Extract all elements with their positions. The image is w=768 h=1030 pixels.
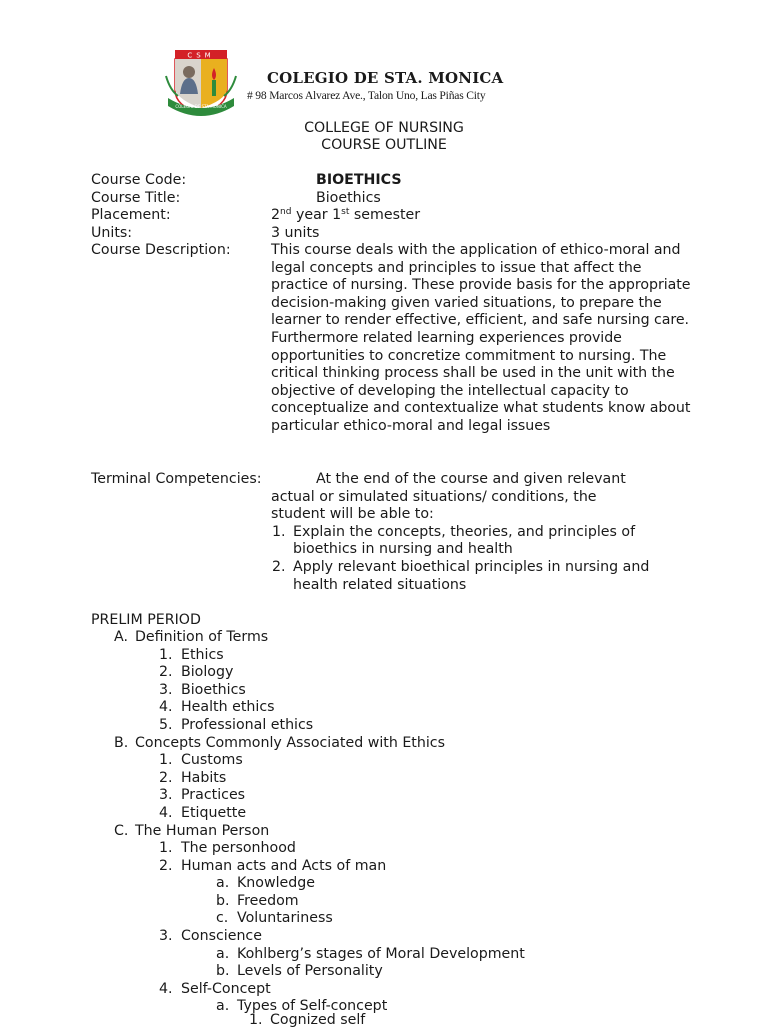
- placement-year-suffix: nd: [280, 207, 292, 217]
- school-address: # 98 Marcos Alvarez Ave., Talon Uno, Las Piñas City: [247, 89, 486, 102]
- outline-item: Conscience: [181, 928, 262, 944]
- placement-value: [271, 207, 420, 225]
- definition-of-terms-heading: Definition of Terms: [135, 629, 269, 645]
- outline-sub-letter: b.: [216, 963, 230, 979]
- outline-letter: B.: [114, 735, 129, 751]
- outline-item: Practices: [181, 787, 246, 803]
- outline-sub-letter: a.: [216, 946, 230, 962]
- outline-sub-letter: a.: [216, 998, 230, 1014]
- course-description: This course deals with the application of ethico-moral and legal concepts and principles to issue that affect the practice of nursing. These provide basis for the appropriate decision-making given varied situations, to prepare the learner to render effective, efficient, and safe nursing care. Furthermore related learning experiences provide opportunities to concretize commitment to nursing. The critical thinking process shall be used in the unit with the objective of developing the intellectual capacity to conceptualize and contextualize what students know about particular ethico-moral and legal issues: [271, 242, 691, 434]
- outline-sub-item: Types of Self-concept: [237, 998, 388, 1014]
- terminal-competencies-label: Terminal Competencies:: [91, 471, 262, 487]
- outline-number: 4.: [159, 981, 173, 997]
- college-name: COLLEGE OF NURSING: [304, 120, 464, 136]
- outline-item: The personhood: [181, 840, 296, 856]
- competencies-intro-line1: At the end of the course and given relevant: [316, 471, 626, 487]
- outline-number: 2.: [159, 664, 173, 680]
- course-code-value: BIOETHICS: [316, 172, 402, 188]
- placement-semester-suffix: st: [341, 207, 350, 217]
- competency-item-line1: Apply relevant bioethical principles in nursing and: [293, 559, 650, 575]
- school-name: COLEGIO DE STA. MONICA: [267, 69, 504, 87]
- outline-subsub-item: Cognized self: [270, 1012, 366, 1028]
- outline-item: Customs: [181, 752, 243, 768]
- competency-number: 2.: [272, 559, 286, 575]
- outline-number: 1.: [159, 752, 173, 768]
- outline-number: 3.: [159, 928, 173, 944]
- course-description-label: Course Description:: [91, 242, 231, 258]
- outline-item: Human acts and Acts of man: [181, 858, 387, 874]
- logo-madonna-head: [183, 66, 195, 78]
- prelim-period-heading: PRELIM PERIOD: [91, 612, 201, 628]
- course-title-label: Course Title:: [91, 190, 181, 206]
- document-title: COURSE OUTLINE: [321, 137, 447, 153]
- outline-subsub-number: 1.: [249, 1012, 263, 1028]
- outline-item: Bioethics: [181, 682, 246, 698]
- outline-number: 4.: [159, 805, 173, 821]
- placement-year-number: 2: [271, 207, 281, 223]
- outline-number: 2.: [159, 858, 173, 874]
- outline-sub-item: Freedom: [237, 893, 299, 909]
- competencies-intro-line3: student will be able to:: [271, 506, 434, 522]
- outline-sub-letter: a.: [216, 875, 230, 891]
- competencies-intro-line2: actual or simulated situations/ conditions, the: [271, 489, 597, 505]
- outline-sub-letter: b.: [216, 893, 230, 909]
- outline-item: Self-Concept: [181, 981, 271, 997]
- competency-item-line1: Explain the concepts, theories, and principles of: [293, 524, 636, 540]
- units-label: Units:: [91, 225, 133, 241]
- outline-item: Habits: [181, 770, 227, 786]
- outline-number: 3.: [159, 787, 173, 803]
- course-code-label: Course Code:: [91, 172, 187, 188]
- outline-sub-item: Voluntariness: [237, 910, 333, 926]
- outline-number: 2.: [159, 770, 173, 786]
- outline-item: Etiquette: [181, 805, 247, 821]
- outline-item: Ethics: [181, 647, 224, 663]
- placement-label: Placement:: [91, 207, 171, 223]
- outline-sub-item: Kohlberg’s stages of Moral Development: [237, 946, 525, 962]
- outline-number: 4.: [159, 699, 173, 715]
- outline-letter: C.: [114, 823, 129, 839]
- placement-year-word: year 1: [295, 207, 342, 223]
- logo-ribbon-text: COLEGIO DE STA MONICA: [175, 104, 227, 109]
- outline-item: Health ethics: [181, 699, 275, 715]
- outline-sub-letter: c.: [216, 910, 229, 926]
- outline-sub-item: Levels of Personality: [237, 963, 383, 979]
- course-title-value: Bioethics: [316, 190, 381, 206]
- human-person-heading: The Human Person: [135, 823, 270, 839]
- placement-semester-word: semester: [353, 207, 421, 223]
- concepts-heading: Concepts Commonly Associated with Ethics: [135, 735, 445, 751]
- outline-item: Biology: [181, 664, 234, 680]
- outline-number: 1.: [159, 840, 173, 856]
- competency-number: 1.: [272, 524, 286, 540]
- outline-sub-item: Knowledge: [237, 875, 315, 891]
- logo-torch-handle: [212, 80, 216, 96]
- outline-number: 1.: [159, 647, 173, 663]
- logo-letters: CSM: [187, 51, 215, 60]
- outline-number: 3.: [159, 682, 173, 698]
- competency-item-line2: bioethics in nursing and health: [293, 541, 513, 557]
- units-value: 3 units: [271, 225, 320, 241]
- school-logo: [162, 46, 240, 122]
- outline-letter: A.: [114, 629, 128, 645]
- competency-item-line2: health related situations: [293, 577, 467, 593]
- outline-number: 5.: [159, 717, 173, 733]
- outline-item: Professional ethics: [181, 717, 314, 733]
